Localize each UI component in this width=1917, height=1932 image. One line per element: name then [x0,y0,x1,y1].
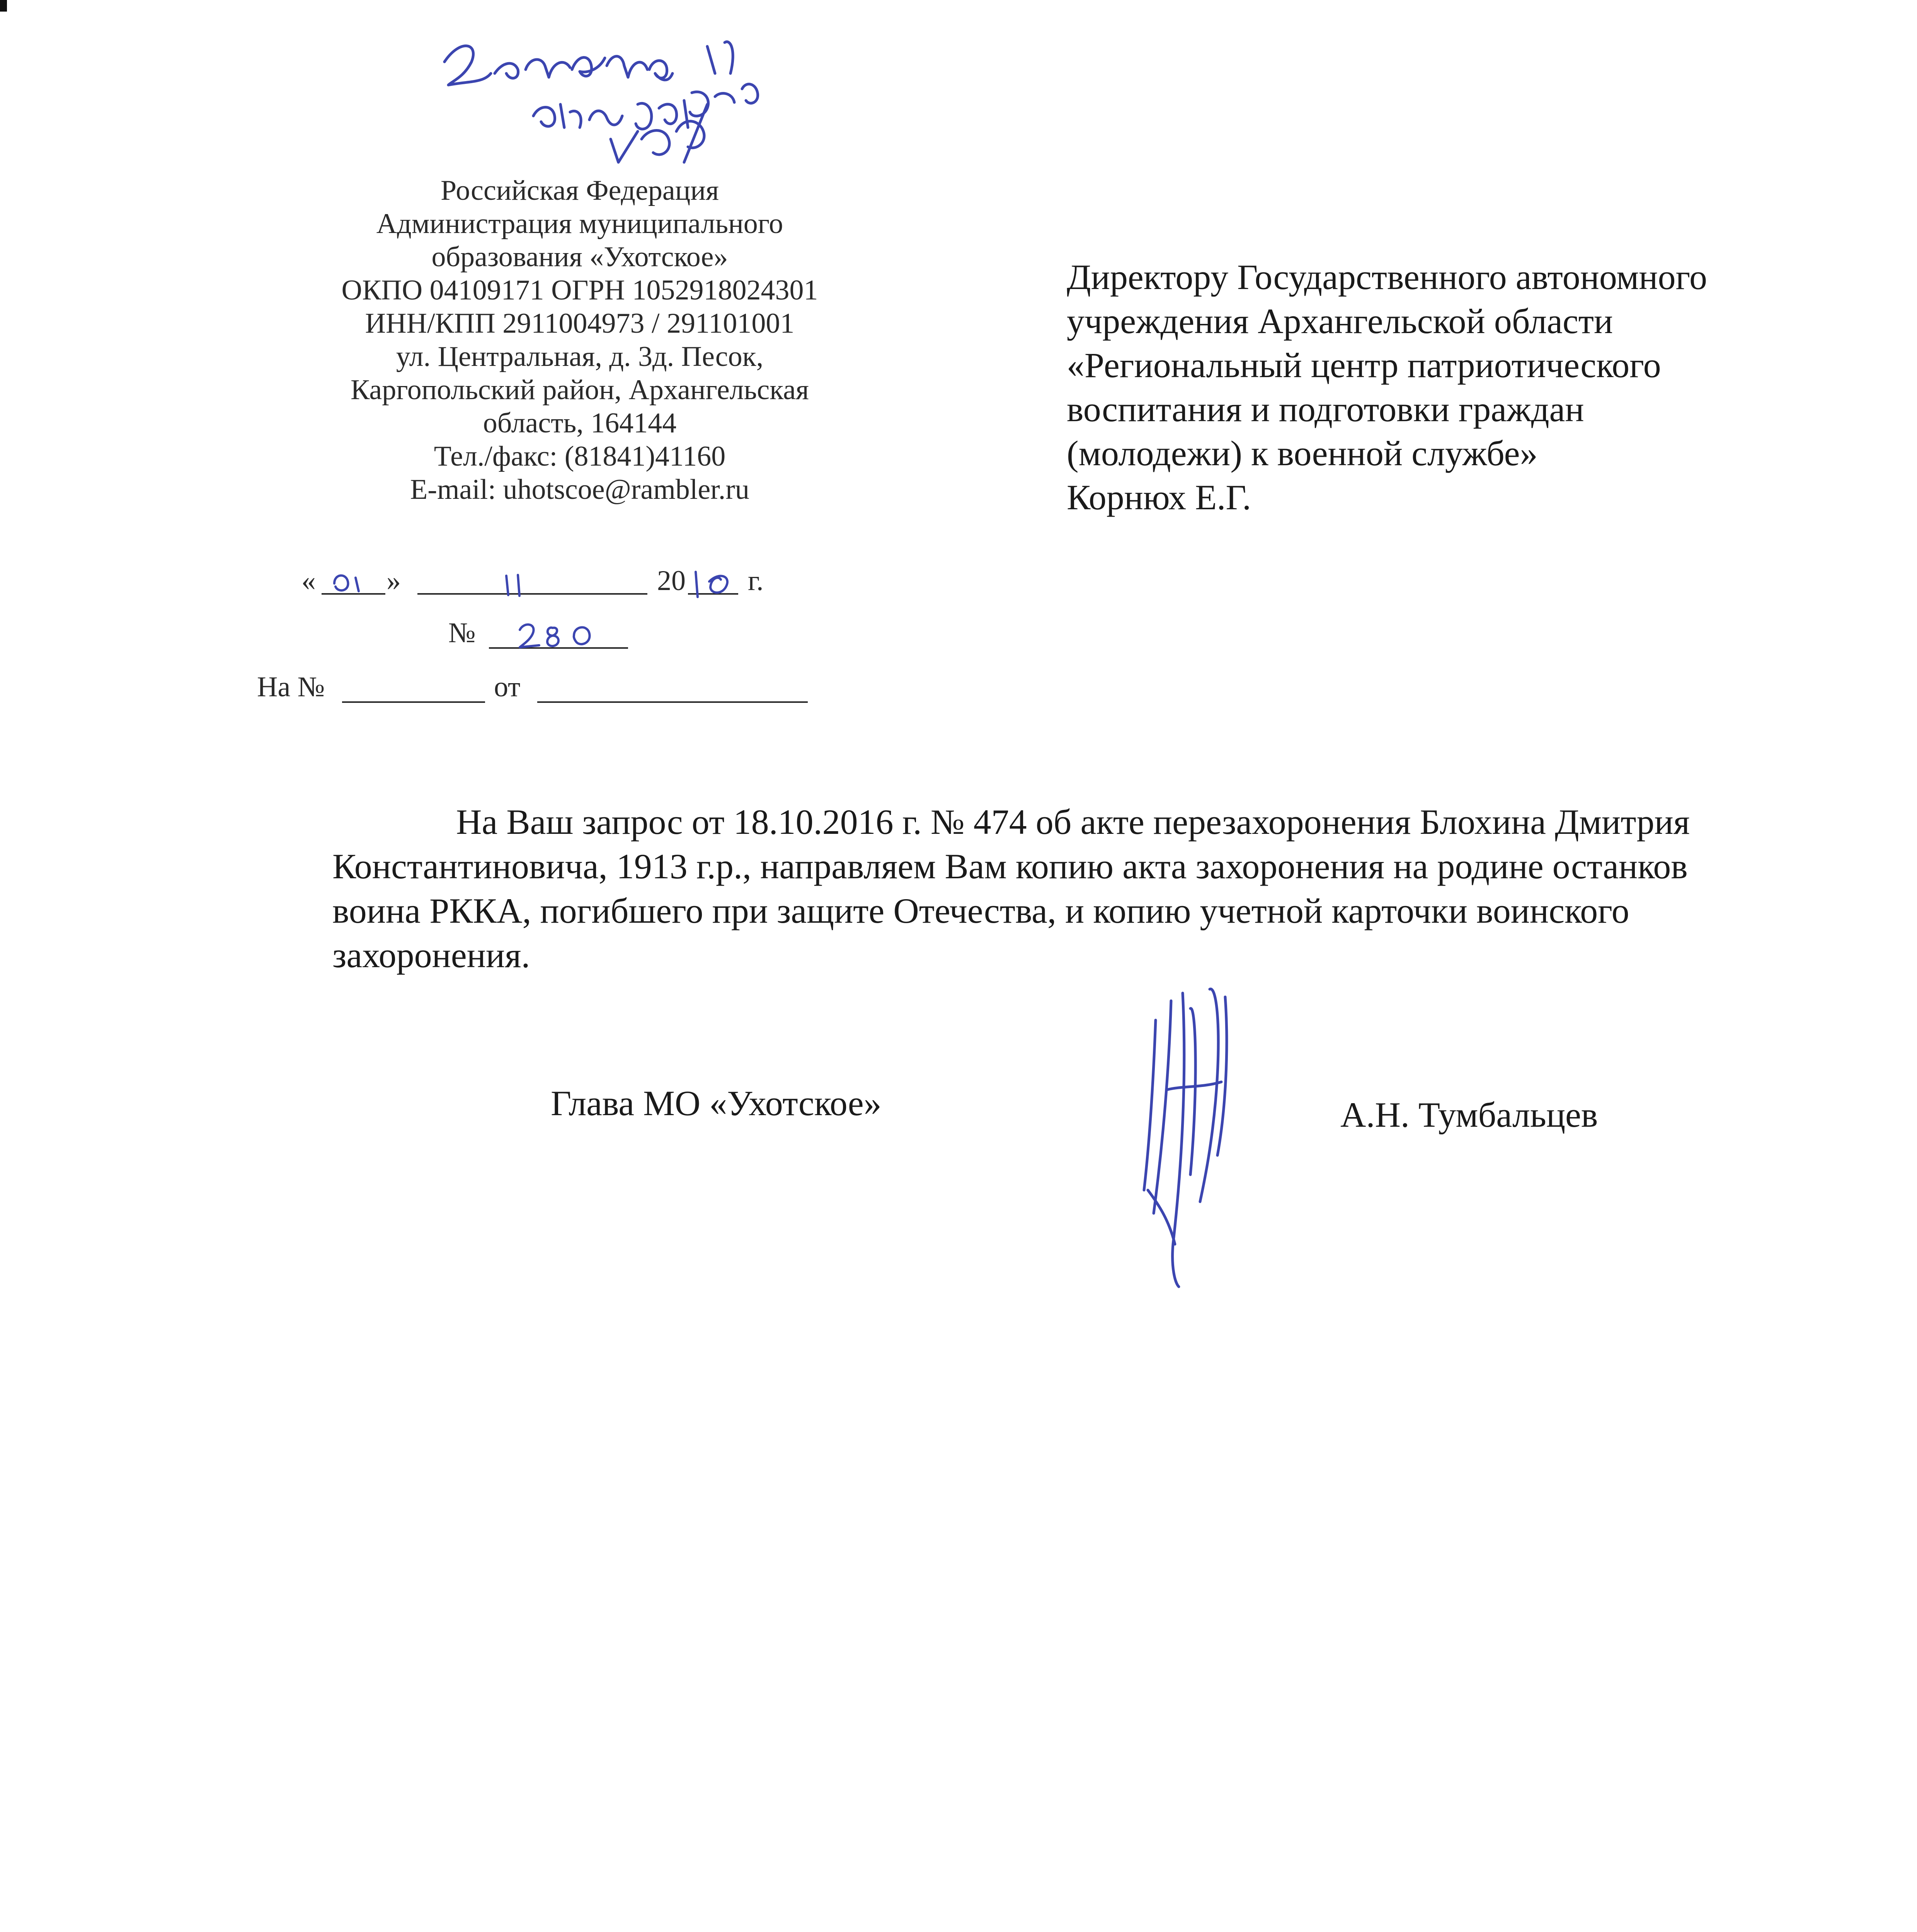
letterhead-address-line-2: Каргопольский район, Архангельская [351,374,809,406]
letterhead-inn-kpp: ИНН/КПП 2911004973 / 291101001 [365,308,795,339]
letterhead-email: E-mail: uhotscoe@rambler.ru [410,474,749,505]
handwritten-resolution-note [437,15,804,178]
date-row-year-suffix: г. [748,565,764,597]
handwritten-outgoing-number [516,618,605,653]
body-line: Константиновича, 1913 г.р., направляем Вам копию акта захоронения на родине останков [332,847,1688,886]
letterhead-org-line-2: образования «Ухотское» [431,241,728,273]
reference-number-label: На № [257,671,325,703]
date-row-open-quote: « [301,565,316,597]
addressee-block [1067,255,1878,519]
date-row-year-prefix: 20 [657,565,686,597]
addressee-line: «Региональный центр патриотического [1067,345,1661,385]
reference-number-blank [342,701,485,703]
letterhead-phone-fax: Тел./факс: (81841)41160 [434,440,726,472]
reference-date-label: от [494,671,521,703]
addressee-line: воспитания и подготовки граждан [1067,389,1584,429]
letterhead-org-line-1: Администрация муниципального [376,208,783,240]
sender-letterhead [213,174,947,506]
letterhead-country: Российская Федерация [440,175,719,206]
scan-edge-mark [0,0,7,12]
letterhead-address-line-1: ул. Центральная, д. 3д. Песок, [396,341,764,372]
outgoing-number-label: № [448,617,476,649]
handwritten-date-marks [329,560,754,603]
date-row-close-quote: » [386,565,401,597]
letterhead-address-line-3: область, 164144 [483,407,677,439]
signatory-title: Глава МО «Ухотское» [551,1083,882,1123]
letterhead-okpo-ogrn: ОКПО 04109171 ОГРН 1052918024301 [341,274,818,306]
body-line: воина РККА, погибшего при защите Отечества, и копию учетной карточки воинского [332,891,1629,930]
signatory-name: А.Н. Тумбальцев [1340,1095,1598,1134]
addressee-line: учреждения Архангельской области [1067,301,1613,341]
handwritten-signature [1132,974,1264,1291]
letter-body [332,800,1840,978]
reference-date-blank [537,701,808,703]
body-line: На Ваш запрос от 18.10.2016 г. № 474 об акте перезахоронения Блохина Дмитрия [456,802,1690,842]
addressee-name: Корнюх Е.Г. [1067,478,1251,517]
addressee-line: (молодежи) к военной службе» [1067,434,1538,473]
body-line: захоронения. [332,935,530,975]
addressee-line: Директору Государственного автономного [1067,257,1707,297]
